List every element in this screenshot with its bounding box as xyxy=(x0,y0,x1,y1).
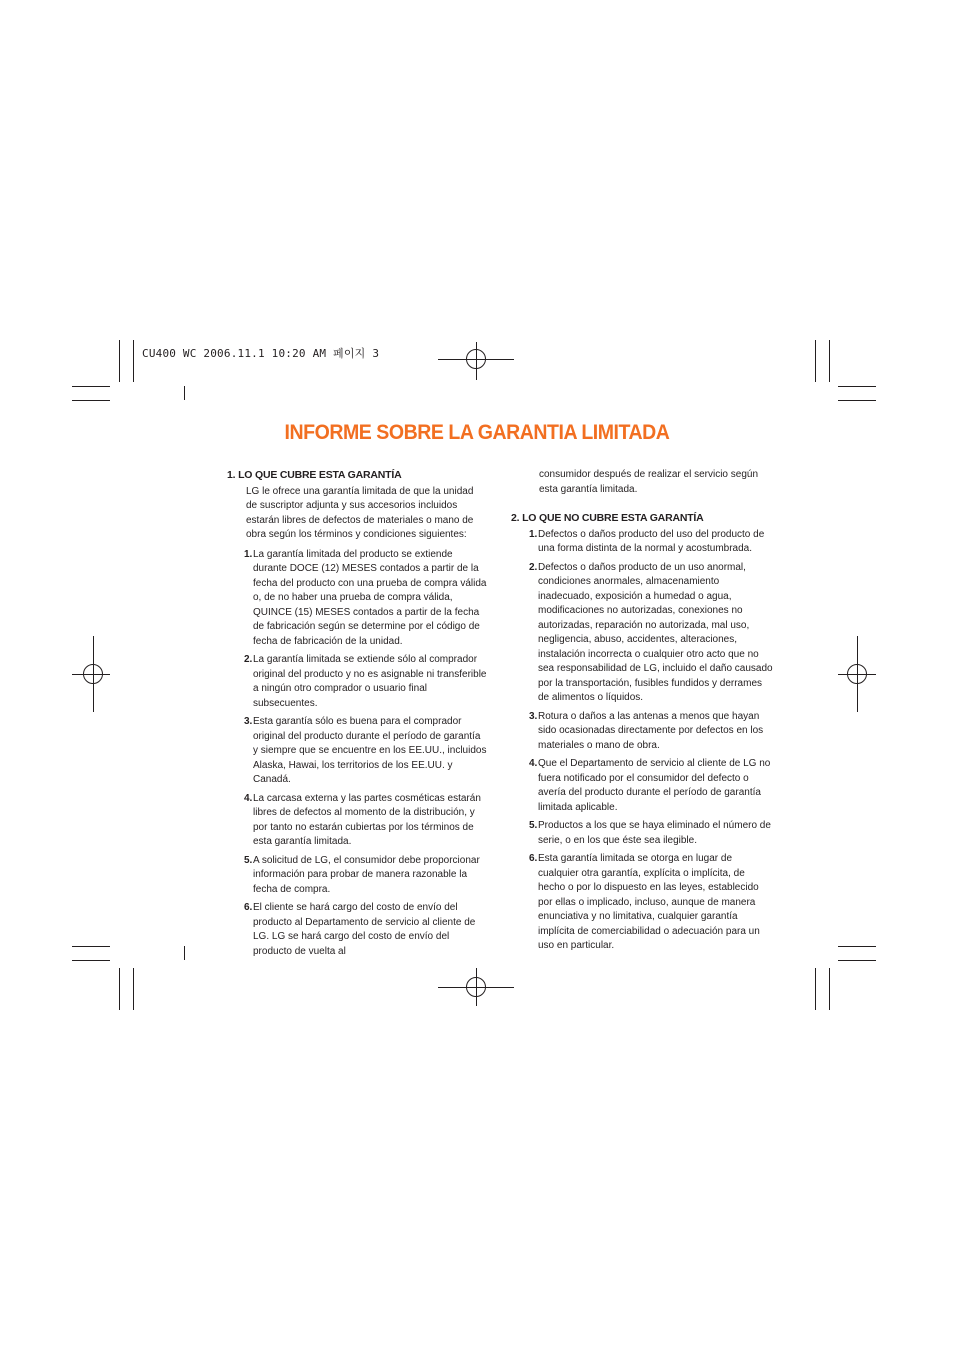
item-number: 1. xyxy=(529,528,538,540)
item-text: La carcasa externa y las partes cosméticas estarán libres de defectos al momento de la distribución, y por tanto no estarán cubiertas por los términos de esta garantía limitada. xyxy=(253,792,481,847)
right-column xyxy=(511,468,781,958)
list-item xyxy=(529,528,773,557)
item-text: Defectos o daños producto de un uso anormal, condiciones anormales, almacenamiento inadecuado, exposición a humedad o agua, modificaciones no autorizadas, conexiones no autorizadas, reparación no autorizada, mal uso, negligencia, abuso, accidentes, alteraciones, instalación incorrecta o cualquier otro acto que no sea responsabilidad de LG, incluido el daño causado por la transportación, fusibles fundidos y derrames de alimentos o líquidos. xyxy=(538,561,773,703)
list-item xyxy=(529,852,773,954)
item-text: La garantía limitada se extiende sólo al comprador original del producto y no es asignable ni transferible a ningún otro comprador o usuario final subsecuentes. xyxy=(253,654,487,709)
section-intro: LG le ofrece una garantía limitada de que la unidad de suscriptor adjunta y sus accesorios incluidos estarán libres de defectos de materiales o mano de obra según los términos y condiciones siguientes: xyxy=(246,485,474,540)
left-column xyxy=(227,468,497,963)
list-item xyxy=(244,715,488,788)
list-item xyxy=(244,548,488,650)
item-number: 2. xyxy=(529,561,538,573)
item-number: 3. xyxy=(529,710,538,722)
page-title: INFORME SOBRE LA GARANTIA LIMITADA xyxy=(284,421,670,444)
print-slug: CU400 WC 2006.11.1 10:20 AM 페이지 3 xyxy=(142,347,380,360)
item-text: La garantía limitada del producto se extiende durante DOCE (12) MESES contados a partir de la fecha del producto con una prueba de compra válida o, de no haber una prueba de compra válida, QUINCE (15) MESES contados a partir de la fecha de fabricación según se determine por el código de fecha de fabricación de la unidad. xyxy=(253,548,487,647)
item-number: 6. xyxy=(244,902,253,913)
list-item xyxy=(529,819,773,848)
item-text: Esta garantía sólo es buena para el comprador original del producto durante el período de garantía y siempre que se encuentre en los EE.UU., incluidos Alaska, Hawai, los territorios de los EE.UU. y Canadá. xyxy=(253,716,487,785)
item-number: 5. xyxy=(244,854,253,866)
item-text: Rotura o daños a las antenas a menos que hayan sido ocasionadas directamente por defectos en los materiales o mano de obra. xyxy=(538,710,764,751)
section-list xyxy=(511,528,781,954)
item-text: Defectos o daños producto del uso del producto de una forma distinta de la normal y acostumbrada. xyxy=(538,528,765,554)
item-text: Productos a los que se haya eliminado el número de serie, o en los que éste sea ilegible. xyxy=(538,820,771,846)
section-heading: 1. LO QUE CUBRE ESTA GARANTÍA xyxy=(227,469,402,481)
item-text: Esta garantía limitada se otorga en lugar de cualquier otra garantía, explícita o implícita, de hecho o por lo dispuesto en las leyes, establecido por ellas o implicado, incluso, aunque de manera enunciativa y no limitativa, cualquier garantía implícita de comerciabilidad o adecuación para un uso en particular. xyxy=(538,853,760,951)
item-number: 5. xyxy=(529,820,538,831)
item-text: Que el Departamento de servicio al cliente de LG no fuera notificado por el consumidor del defecto o avería del producto durante el período de garantía limitada aplicable. xyxy=(538,758,771,813)
list-item xyxy=(529,710,773,754)
item-number: 4. xyxy=(244,792,253,804)
item-number: 4. xyxy=(529,758,538,769)
list-item xyxy=(529,757,773,815)
item-number: 1. xyxy=(244,548,253,560)
list-item xyxy=(529,561,773,706)
section-heading: 2. LO QUE NO CUBRE ESTA GARANTÍA xyxy=(511,512,704,524)
item-number: 2. xyxy=(244,654,253,665)
list-item xyxy=(244,792,488,850)
item-number: 3. xyxy=(244,716,253,727)
list-item xyxy=(244,901,488,959)
continued-text: consumidor después de realizar el servicio según esta garantía limitada. xyxy=(539,469,759,495)
item-text: El cliente se hará cargo del costo de envío del producto al Departamento de servicio al cliente de LG. LG se hará cargo del costo de envío del producto de vuelta al xyxy=(253,902,476,957)
item-number: 6. xyxy=(529,853,538,864)
list-item xyxy=(244,653,488,711)
item-text: A solicitud de LG, el consumidor debe proporcionar información para probar de manera razonable la fecha de compra. xyxy=(253,854,480,895)
list-item xyxy=(244,854,488,898)
